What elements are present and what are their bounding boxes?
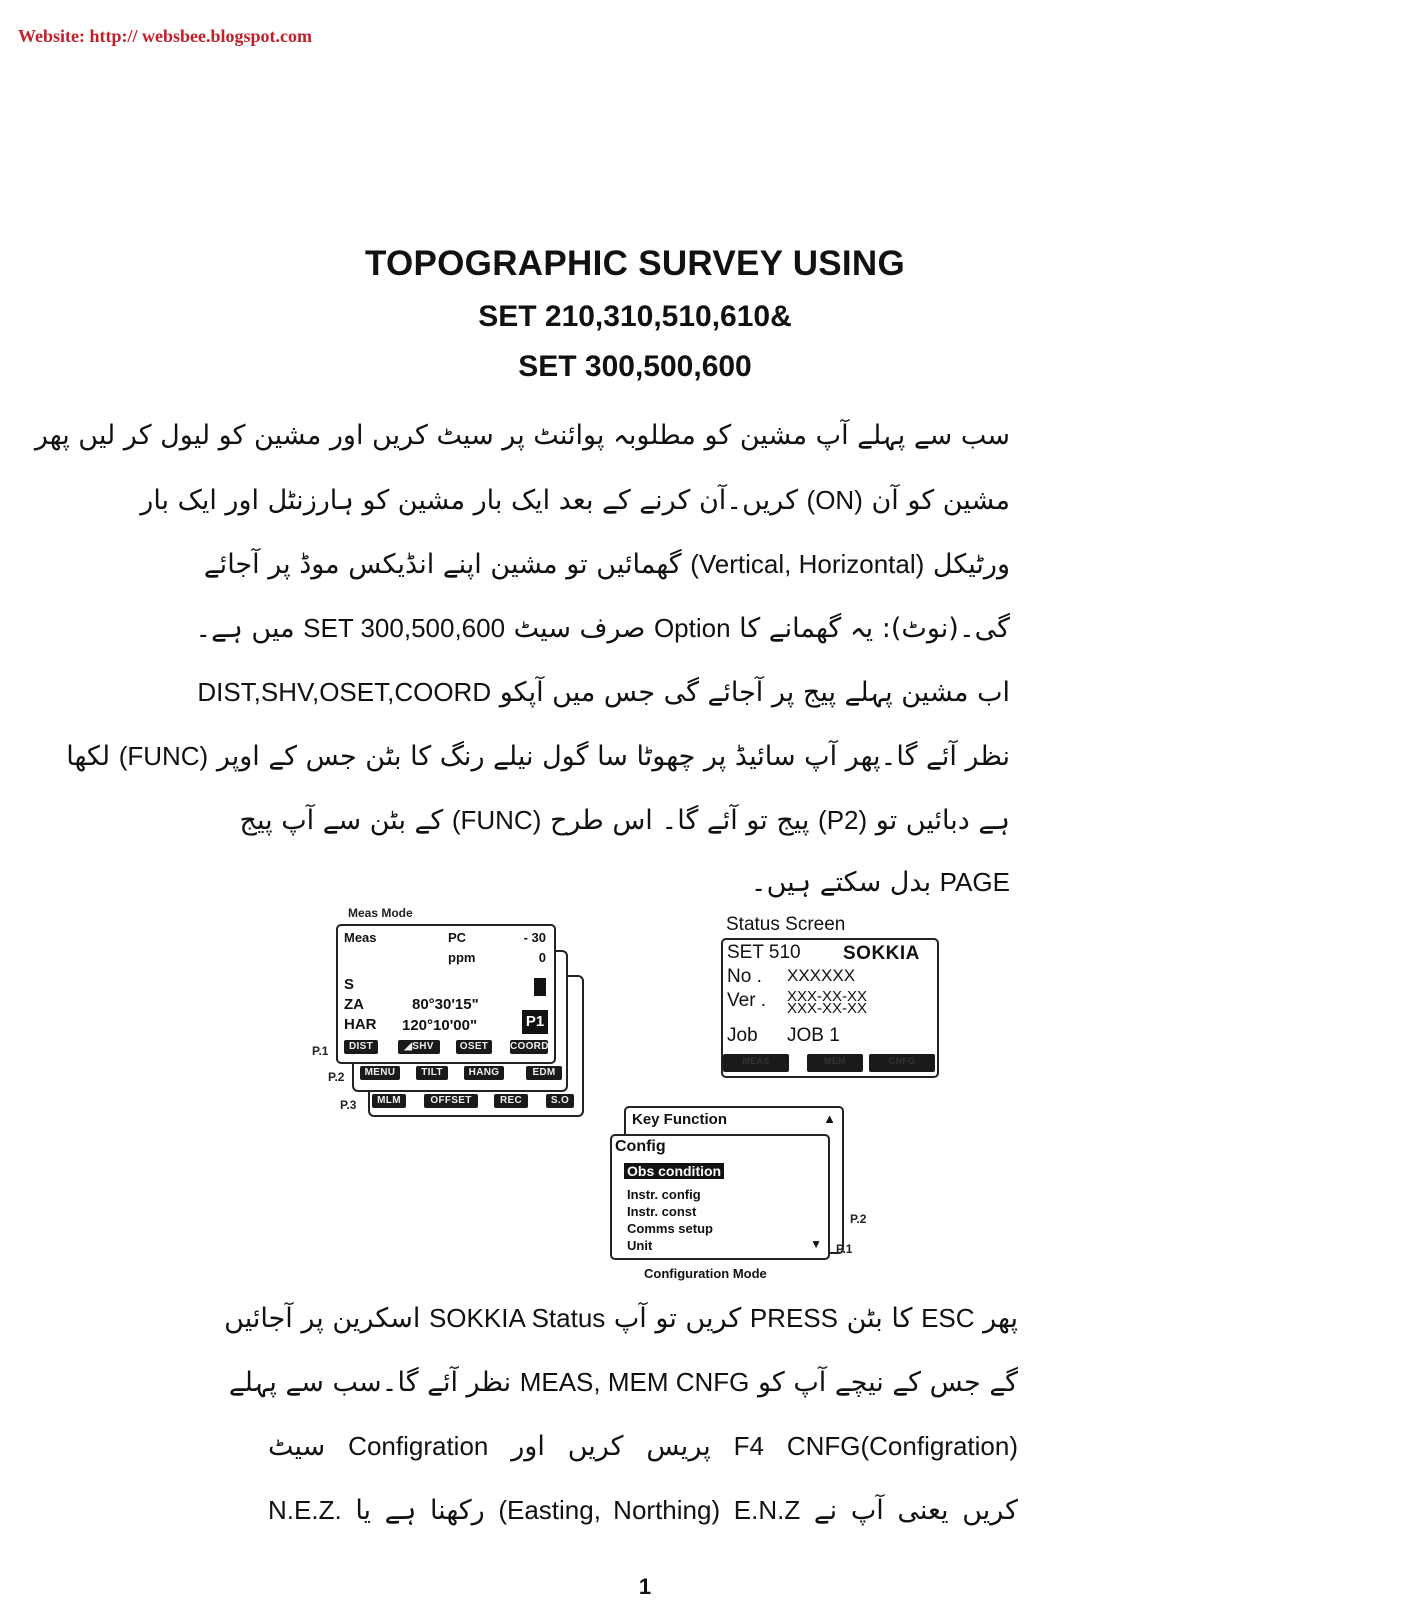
text-line [268,1424,1018,1468]
urdu-text: گھمائیں تو مشین اپنے انڈیکس موڈ پر آجائے [203,549,682,580]
version-label: Ver . [727,990,767,1011]
urdu-text: اب مشین پہلے پیج پر آجائے گی جس میں آپکو [499,677,1010,708]
urdu-text: پھر [983,1303,1018,1334]
softkey-dist[interactable]: DIST [344,1040,378,1054]
website-link[interactable]: Website: http:// websbee.blogspot.com [18,26,312,46]
scroll-up-icon[interactable]: ▲ [823,1111,836,1126]
menu-item-obs-condition[interactable]: Obs condition [624,1163,724,1179]
text-line [66,734,1010,778]
configuration-mode-caption: Configuration Mode [644,1266,767,1281]
config-title: Config [615,1138,666,1155]
prism-constant-label: PC [448,930,467,945]
key-function-title: Key Function [632,1111,728,1128]
latin-text: Configration [348,1431,489,1461]
urdu-text: میں ہے۔ [195,613,295,644]
meas-mode-caption: Meas Mode [348,906,413,920]
page-label-p3: P.3 [340,1098,357,1112]
menu-item-comms-setup[interactable]: Comms setup [627,1221,713,1236]
urdu-text: کا بٹن [846,1303,913,1334]
meas-label: Meas [344,930,377,945]
page-label-p1: P.1 [836,1242,853,1256]
zenith-angle-value: 80°30'15" [412,996,479,1013]
horizontal-angle-label: HAR [344,1016,377,1033]
latin-text: (ON) [806,485,863,515]
latin-text: (Easting, Northing) [498,1495,721,1525]
softkey-mlm[interactable]: MLM [372,1094,406,1108]
urdu-text: کے بٹن سے آپ پیج [239,805,444,836]
latin-text: N.E.Z. [268,1495,342,1525]
text-line [195,606,1010,650]
softkey-so[interactable]: S.O [546,1094,574,1108]
latin-text: E.N.Z [733,1495,801,1525]
urdu-text: سب سے پہلے آپ مشین کو مطلوبہ پوائنٹ پر سیٹ کریں اور مشین کو لیول کر لیں پھر [34,420,1010,451]
battery-icon [534,978,546,996]
urdu-text: کریں یعنی آپ نے [813,1495,1019,1526]
text-line [34,414,1010,458]
urdu-text: نظر آئے گا۔پھر آپ سائیڈ پر چھوٹا سا گول نیلے رنگ کا بٹن جس کے اوپر [216,741,1010,772]
latin-text: MEAS, MEM CNFG [519,1367,750,1397]
document-title: TOPOGRAPHIC SURVEY USING [364,244,906,283]
version-value-1: XXX-XX-XX [787,988,868,1005]
ppm-value: 0 [538,950,546,965]
latin-text: F4 [733,1431,764,1461]
serial-label: No . [727,966,762,987]
page-label-p2: P.2 [850,1212,867,1226]
latin-text: SET 300,500,600 [303,613,506,643]
text-line [140,478,1010,522]
status-screen [721,938,939,1078]
job-label: Job [727,1025,758,1046]
softkey-cnfg[interactable]: CNFG [869,1054,935,1072]
status-screen-caption: Status Screen [726,914,846,935]
brand-logo: SOKKIA [843,943,920,964]
softkey-offset[interactable]: OFFSET [424,1094,478,1108]
document-subtitle-models-1: SET 210,310,510,610& [478,300,792,333]
urdu-text: کریں۔آن کرنے کے بعد ایک بار مشین کو ہارزنٹل اور ایک بار [140,485,798,516]
zenith-angle-label: ZA [344,996,364,1013]
latin-text: PAGE [939,867,1010,897]
config-screen [610,1134,830,1260]
text-line [228,1360,1018,1404]
text-line [268,1488,1018,1532]
text-line [239,798,1010,842]
latin-text: PRESS [749,1303,838,1333]
text-line [250,860,1010,904]
urdu-text: پیج تو آئے گا۔ اس طرح [549,805,810,836]
job-value: JOB 1 [787,1025,840,1046]
urdu-text: گی۔(نوٹ): یہ گھمانے کا [739,613,1010,644]
horizontal-angle-value: 120°10'00" [402,1017,478,1034]
softkey-menu[interactable]: MENU [360,1066,400,1080]
latin-text: CNFG(Configration) [786,1431,1018,1461]
prism-constant-value: - 30 [523,930,546,945]
urdu-text: کریں تو آپ [613,1303,742,1334]
softkey-hang[interactable]: HANG [464,1066,504,1080]
urdu-text: ہے دبائیں تو [875,805,1010,836]
latin-text: DIST,SHV,OSET,COORD [197,677,492,707]
softkey-edm[interactable]: EDM [526,1066,562,1080]
slope-distance-label: S [344,976,355,993]
latin-text: ESC [921,1303,975,1333]
urdu-text: صرف سیٹ [513,613,646,644]
softkey-tilt[interactable]: TILT [416,1066,448,1080]
text-line [197,670,1010,714]
urdu-text: رکھنا ہے یا [355,1495,485,1526]
menu-item-instr-config[interactable]: Instr. config [627,1187,701,1202]
latin-text: (FUNC) [451,805,542,835]
menu-item-instr-const[interactable]: Instr. const [627,1204,697,1219]
softkey-oset[interactable]: OSET [456,1040,492,1054]
urdu-text: اسکرین پر آجائیں [224,1303,421,1334]
page-indicator-badge: P1 [522,1010,548,1034]
text-line [224,1296,1018,1340]
latin-text: (P2) [818,805,868,835]
latin-text: Option [653,613,731,643]
urdu-text: نظر آئے گا۔سب سے پہلے [228,1367,512,1398]
latin-text: (Vertical, Horizontal) [690,549,925,579]
latin-text: (FUNC) [118,741,209,771]
softkey-meas[interactable]: MEAS [723,1054,789,1072]
text-line [203,542,1010,586]
urdu-text: سیٹ [268,1431,326,1462]
urdu-text: گے جس کے نیچے آپ کو [757,1367,1018,1398]
urdu-text: ورٹیکل [932,549,1010,580]
scroll-down-icon[interactable]: ▼ [810,1237,822,1251]
page-label-p2: P.2 [328,1070,345,1084]
ppm-label: ppm [448,950,476,965]
menu-item-unit[interactable]: Unit [627,1238,653,1253]
urdu-text: بدل سکتے ہیں۔ [750,867,932,898]
latin-text: SOKKIA Status [428,1303,606,1333]
model-name: SET 510 [727,942,801,963]
urdu-text: لکھا [66,741,111,772]
softkey-mem[interactable]: MEM [807,1054,863,1072]
version-value-2: XXX-XX-XX [787,1000,868,1017]
serial-value: XXXXXX [787,966,856,985]
page-number: 1 [638,1574,652,1599]
softkey-shv[interactable]: ◢SHV [398,1040,440,1054]
document-subtitle-models-2: SET 300,500,600 [518,350,752,383]
softkey-coord[interactable]: COORD [510,1041,549,1052]
urdu-text: مشین کو آن [871,485,1010,516]
page-label-p1: P.1 [312,1044,329,1058]
urdu-text: پریس کریں اور [511,1431,711,1462]
softkey-rec[interactable]: REC [494,1094,528,1108]
meas-mode-screen [336,924,556,1064]
